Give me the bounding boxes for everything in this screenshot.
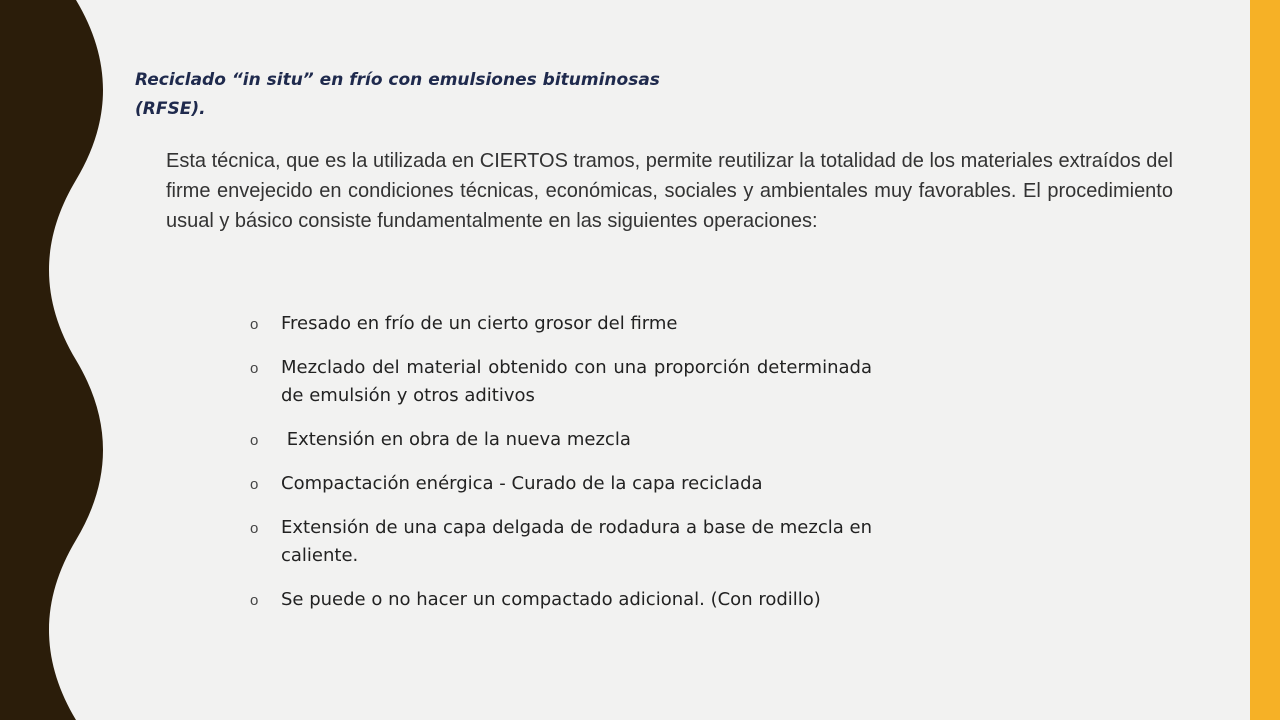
- list-item: [250, 426, 872, 454]
- list-item-text: Extensión de una capa delgada de rodadura a base de mezcla en caliente.: [281, 517, 872, 566]
- slide-title: [135, 66, 835, 124]
- circle-bullet-icon: o: [250, 476, 259, 493]
- circle-bullet-icon: o: [250, 316, 259, 333]
- title-line-1: Reciclado “in situ” en frío con emulsiones bituminosas: [135, 70, 660, 90]
- list-item: [250, 354, 872, 410]
- title-line-2: (RFSE).: [135, 99, 206, 119]
- wavy-border-shape: [0, 0, 103, 720]
- list-item: [250, 470, 872, 498]
- list-item-text: Compactación enérgica - Curado de la capa reciclada: [281, 473, 763, 494]
- circle-bullet-icon: o: [250, 360, 259, 377]
- list-item: [250, 514, 872, 570]
- circle-bullet-icon: o: [250, 520, 259, 537]
- wavy-left-border: [0, 0, 110, 720]
- intro-paragraph: Esta técnica, que es la utilizada en CIERTOS tramos, permite reutilizar la totalidad de los materiales extraídos del firme envejecido en condiciones técnicas, económicas, sociales y ambientales muy favorables. El procedimiento usual y básico consiste fundamentalmente en las siguientes operaciones:: [166, 150, 1173, 232]
- operations-list: [250, 310, 872, 630]
- accent-right-band: [1250, 0, 1280, 720]
- list-item-text: Extensión en obra de la nueva mezcla: [281, 429, 631, 450]
- list-item-text: Mezclado del material obtenido con una proporción determinada de emulsión y otros aditivos: [281, 357, 872, 406]
- list-item: [250, 310, 872, 338]
- circle-bullet-icon: o: [250, 592, 259, 609]
- list-item-text: Se puede o no hacer un compactado adicional. (Con rodillo): [281, 589, 821, 610]
- list-item-text: Fresado en frío de un cierto grosor del firme: [281, 313, 678, 334]
- list-item: [250, 586, 872, 614]
- circle-bullet-icon: o: [250, 432, 259, 449]
